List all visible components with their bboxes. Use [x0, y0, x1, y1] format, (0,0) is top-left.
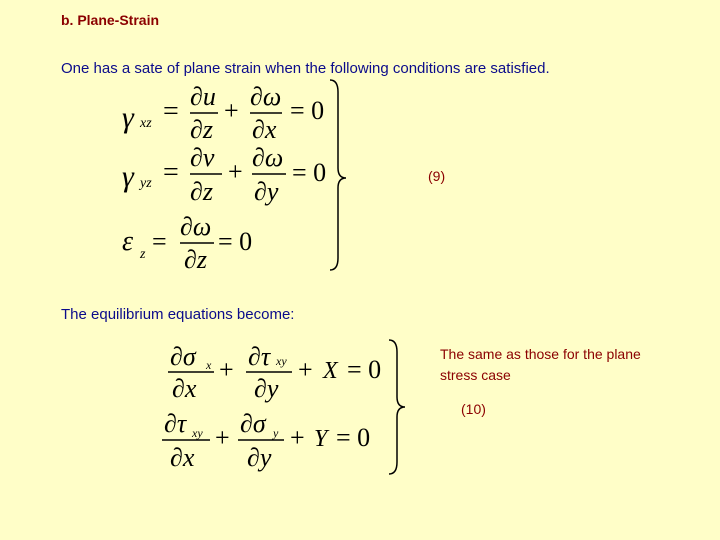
subscript-xz: xz [140, 116, 152, 131]
plus-sign: + [298, 355, 313, 384]
subscript-xy: xy [192, 426, 203, 440]
equals-sign: = [163, 157, 179, 188]
right-brace [389, 340, 405, 474]
equals-zero: = 0 [347, 355, 382, 384]
equals-zero: = 0 [218, 227, 253, 256]
equilibrium-equation-1 [168, 342, 381, 403]
numerator-domega: ∂ω [252, 143, 284, 172]
plus-sign: + [219, 355, 234, 384]
subscript-z: z [140, 247, 146, 262]
denominator-dy: ∂y [247, 443, 272, 472]
equals-zero: = 0 [290, 96, 325, 125]
plus-sign: + [228, 157, 243, 186]
equilibrium-equation-2 [162, 409, 370, 472]
epsilon-symbol: ε [122, 226, 134, 257]
denominator-dz: ∂z [190, 115, 213, 144]
equals-zero: = 0 [292, 158, 327, 187]
subscript-xy: xy [276, 354, 287, 368]
body-force-x: X [323, 358, 338, 384]
gamma-symbol: γ [122, 101, 134, 134]
subscript-y: y [273, 426, 279, 440]
body-force-y: Y [314, 426, 328, 452]
equation-number-9: (9) [428, 168, 446, 184]
right-brace [330, 80, 346, 270]
equation-number-10: (10) [461, 401, 486, 417]
denominator-dz: ∂z [184, 245, 207, 274]
denominator-dy: ∂y [254, 374, 279, 403]
equation-gamma-yz [122, 143, 326, 206]
numerator-du: ∂u [190, 82, 216, 111]
numerator-dtau: ∂τ [248, 342, 271, 371]
plus-sign: + [224, 96, 239, 125]
numerator-dsigma: ∂σ [170, 342, 196, 371]
numerator-domega: ∂ω [180, 212, 212, 241]
equals-sign: = [163, 96, 179, 127]
denominator-dx: ∂x [170, 443, 195, 472]
denominator-dz: ∂z [190, 177, 213, 206]
denominator-dx: ∂x [172, 374, 197, 403]
denominator-dx: ∂x [252, 115, 277, 144]
section-heading: b. Plane-Strain [61, 12, 160, 28]
equals-zero: = 0 [336, 423, 371, 452]
numerator-dsigma: ∂σ [240, 409, 266, 438]
subscript-x: x [206, 358, 212, 372]
equation-gamma-xz [122, 82, 324, 144]
equilibrium-label: The equilibrium equations become: [61, 306, 295, 323]
denominator-dy: ∂y [254, 177, 279, 206]
equals-sign: = [152, 227, 167, 256]
equation-epsilon-z [122, 212, 252, 274]
intro-text: One has a sate of plane strain when the following conditions are satisfied. [61, 60, 550, 77]
subscript-yz: yz [140, 176, 152, 191]
numerator-dtau: ∂τ [164, 409, 187, 438]
numerator-dnu: ∂ν [190, 143, 215, 172]
gamma-symbol: γ [122, 160, 134, 193]
plus-sign: + [290, 423, 305, 452]
same-as-plane-stress-note: The same as those for the plane stress case [440, 346, 641, 383]
plus-sign: + [215, 423, 230, 452]
numerator-domega: ∂ω [250, 82, 282, 111]
